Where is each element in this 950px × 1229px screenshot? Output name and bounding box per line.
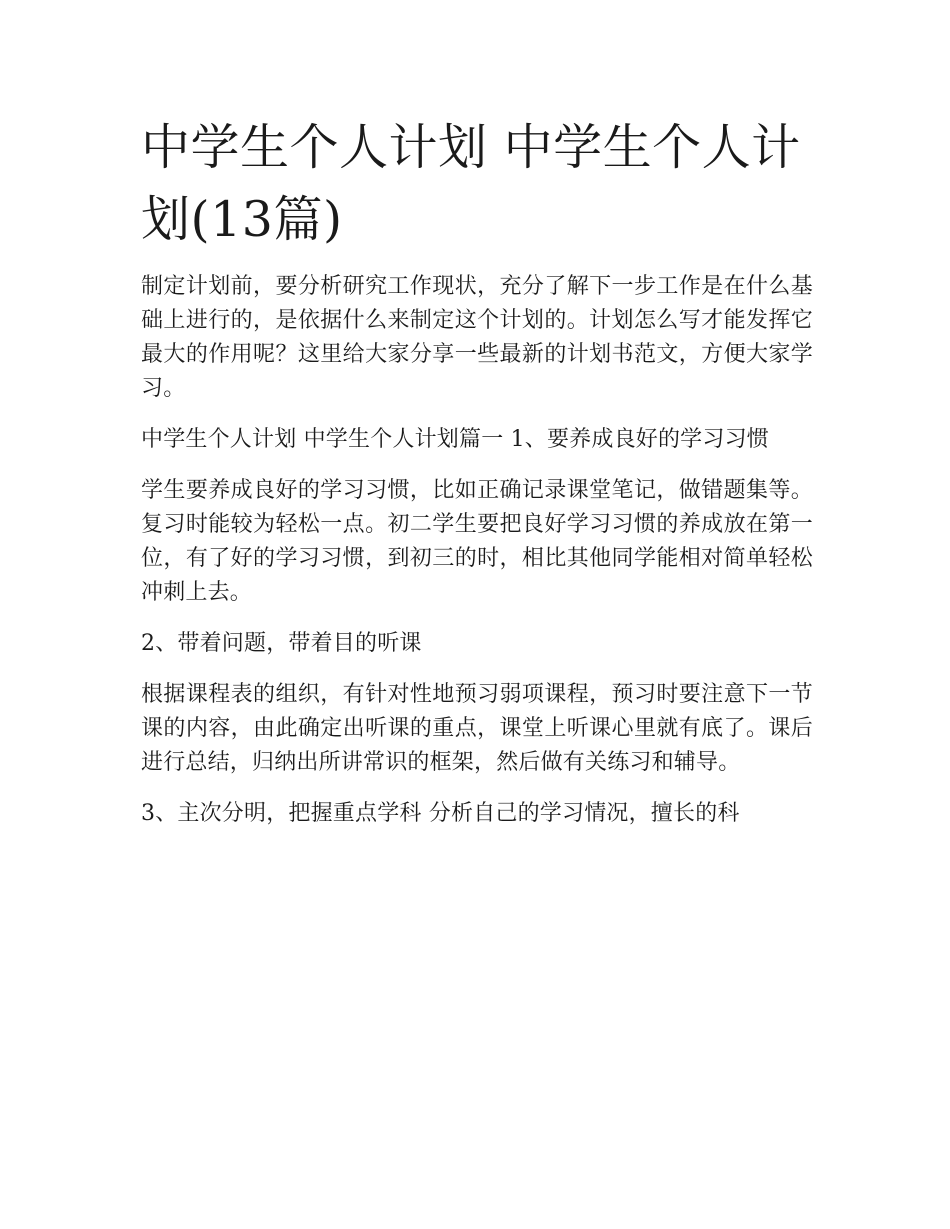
document-page [141,112,813,848]
section-heading-2: 2、带着问题，带着目的听课 [141,631,422,656]
section-heading-1: 中学生个人计划 中学生个人计划篇一 1、要养成良好的学习习惯 [141,427,769,452]
body-paragraph-1: 学生要养成良好的学习习惯，比如正确记录课堂笔记，做错题集等。复习时能较为轻松一点。初二学生要把良好学习习惯的养成放在第一位，有了好的学习习惯，到初三的时，相比其他同学能相对简单轻松冲刺上去。 [141,478,813,605]
intro-paragraph: 制定计划前，要分析研究工作现状，充分了解下一步工作是在什么基础上进行的，是依据什么来制定这个计划的。计划怎么写才能发挥它最大的作用呢？这里给大家分享一些最新的计划书范文，方便大家学习。 [141,274,813,401]
section-heading-3: 3、主次分明，把握重点学科 分析自己的学习情况，擅长的科 [141,801,740,826]
body-paragraph-2: 根据课程表的组织，有针对性地预习弱项课程，预习时要注意下一节课的内容，由此确定出听课的重点，课堂上听课心里就有底了。课后进行总结，归纳出所讲常识的框架，然后做有关练习和辅导。 [141,682,813,775]
document-title: 中学生个人计划 中学生个人计划(13篇) [141,119,801,248]
